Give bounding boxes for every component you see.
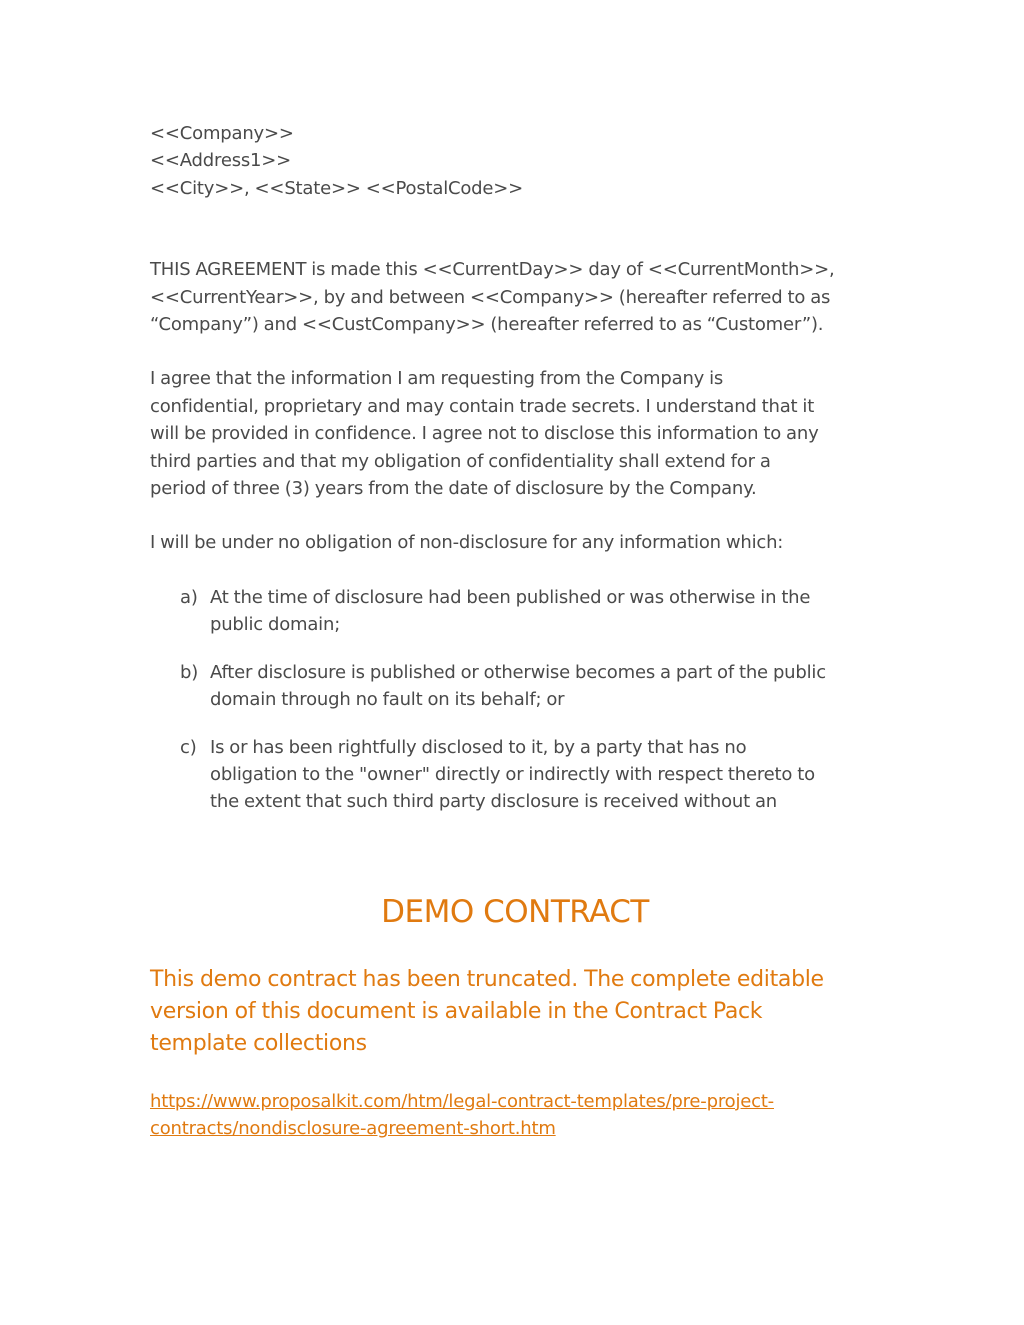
agreement-line: “Company”) and <<CustCompany>> (hereafter referred to as “Customer”). xyxy=(150,314,824,336)
demo-note-line: version of this document is available in the Contract Pack xyxy=(150,998,763,1024)
agreement-paragraph xyxy=(150,256,880,338)
address-city-state-zip: <<City>>, <<State>> <<PostalCode>> xyxy=(150,177,524,199)
list-item-line: At the time of disclosure had been published or was otherwise in the xyxy=(210,586,811,608)
demo-note-line: This demo contract has been truncated. The complete editable xyxy=(150,966,824,992)
document-page xyxy=(150,120,880,1143)
address-company: <<Company>> xyxy=(150,123,294,144)
contract-pack-link[interactable] xyxy=(150,1088,880,1143)
link-line[interactable]: contracts/nondisclosure-agreement-short.htm xyxy=(150,1118,556,1140)
exceptions-list xyxy=(150,584,880,816)
confidentiality-line: period of three (3) years from the date of disclosure by the Company. xyxy=(150,478,757,500)
demo-truncated-notice xyxy=(150,964,880,1060)
demo-contract-title: DEMO CONTRACT xyxy=(381,893,649,930)
list-item xyxy=(150,734,880,816)
exceptions-intro: I will be under no obligation of non-disclosure for any information which: xyxy=(150,532,784,554)
confidentiality-line: confidential, proprietary and may contain trade secrets. I understand that it xyxy=(150,395,815,417)
confidentiality-line: third parties and that my obligation of confidentiality shall extend for a xyxy=(150,450,771,472)
list-item-line: Is or has been rightfully disclosed to it, by a party that has no xyxy=(210,736,747,758)
list-marker: b) xyxy=(180,661,199,683)
list-item xyxy=(150,584,880,639)
confidentiality-line: will be provided in confidence. I agree not to disclose this information to any xyxy=(150,423,819,445)
list-item-line: domain through no fault on its behalf; or xyxy=(210,689,565,711)
demo-note-line: template collections xyxy=(150,1030,367,1056)
confidentiality-paragraph xyxy=(150,365,880,502)
address-block xyxy=(150,120,880,202)
list-marker: c) xyxy=(180,736,197,758)
agreement-line: THIS AGREEMENT is made this <<CurrentDay>> day of <<CurrentMonth>>, xyxy=(150,259,835,281)
list-item-line: After disclosure is published or otherwise becomes a part of the public xyxy=(210,661,826,683)
address-line1: <<Address1>> xyxy=(150,150,292,172)
list-item-line: obligation to the "owner" directly or indirectly with respect thereto to xyxy=(210,763,815,785)
list-item xyxy=(150,659,880,714)
list-marker: a) xyxy=(180,586,198,608)
list-item-line: the extent that such third party disclosure is received without an xyxy=(210,791,778,813)
agreement-line: <<CurrentYear>>, by and between <<Company>> (hereafter referred to as xyxy=(150,286,831,308)
confidentiality-line: I agree that the information I am requesting from the Company is xyxy=(150,368,724,390)
link-line[interactable]: https://www.proposalkit.com/htm/legal-contract-templates/pre-project- xyxy=(150,1090,774,1112)
list-item-line: public domain; xyxy=(210,614,341,636)
